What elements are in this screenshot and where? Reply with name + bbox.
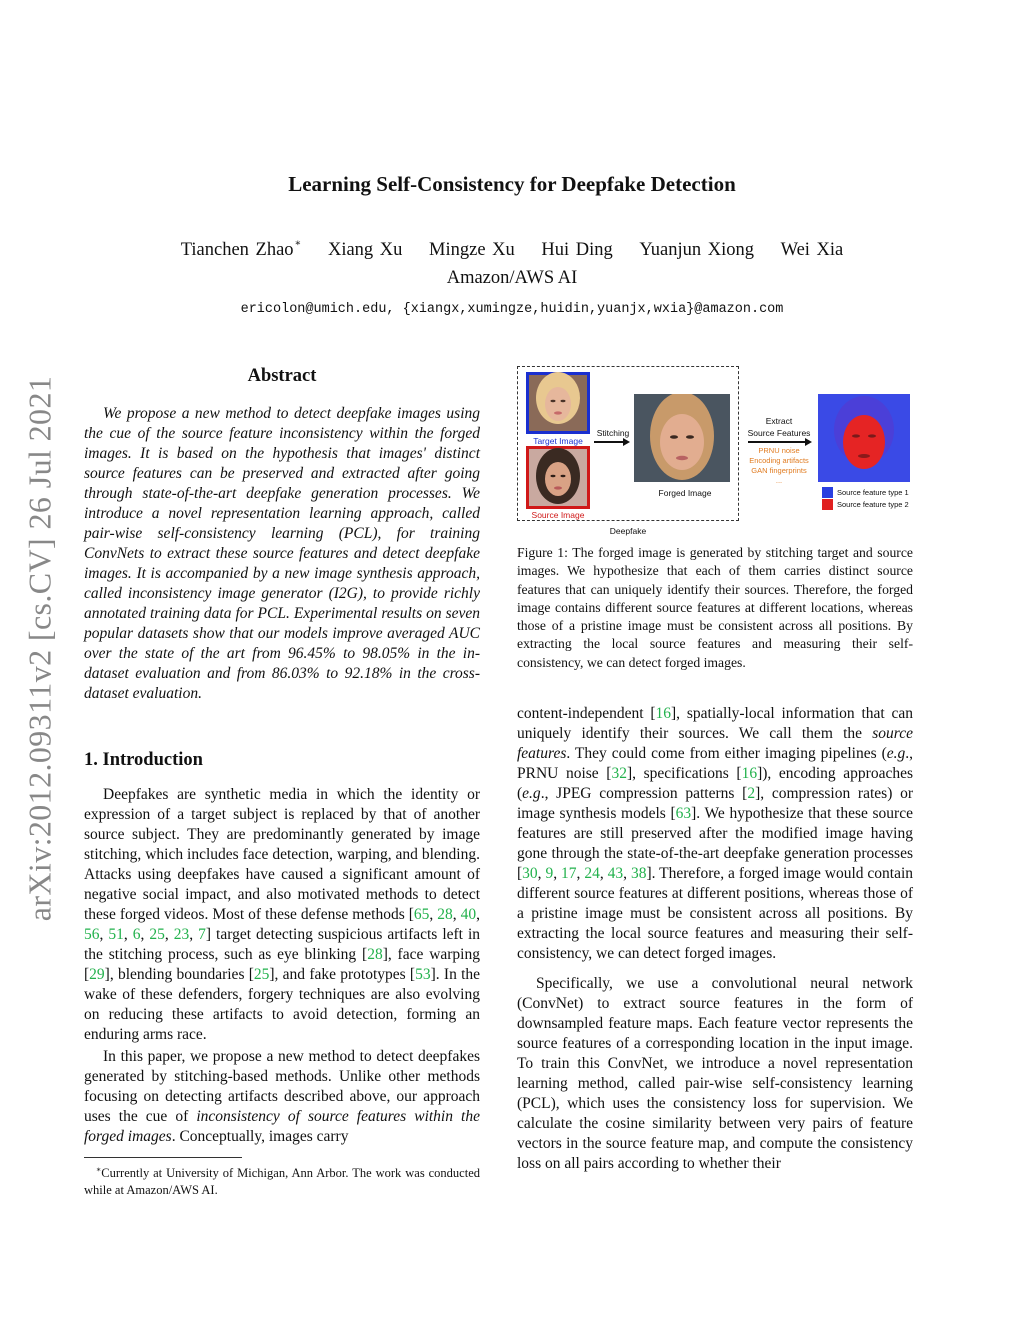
- author-5: Wei Xia: [780, 240, 844, 260]
- citation-link[interactable]: 17: [561, 865, 577, 882]
- author-2: Mingze Xu: [429, 240, 515, 260]
- target-image-label: Target Image: [533, 436, 583, 446]
- text-run: ]. Therefore, a forged image would contain different source features at different positions, whereas those of a pristine image must be consistent across all positions. By extracting the local source features and measuring their self-consistency, we can detect forged images.: [517, 865, 914, 962]
- footnote-mark: ∗: [95, 1165, 102, 1174]
- text-run: ], specifications [: [626, 765, 742, 782]
- stitching-arrow-head: [623, 438, 630, 446]
- source-feature-list: [742, 446, 816, 486]
- footnote: [84, 1161, 480, 1199]
- forged-face: [660, 414, 704, 470]
- citation-link[interactable]: 24: [584, 865, 600, 882]
- feature-item: PRNU noise: [758, 446, 800, 455]
- target-image: [526, 372, 590, 434]
- target-face: [545, 387, 571, 421]
- citation-link[interactable]: 23: [173, 926, 190, 943]
- citation-link[interactable]: 51: [108, 926, 124, 943]
- feature-map-eye: [852, 434, 860, 437]
- feature-item: GAN fingerprints: [751, 466, 807, 475]
- introduction-heading: 1. Introduction: [84, 750, 203, 770]
- citation-link[interactable]: 29: [89, 966, 105, 983]
- emphasis-text: inconsistency of source features within the forged images: [84, 1108, 480, 1145]
- author-emails: ericolon@umich.edu, {xiangx,xumingze,huidin,yuanjx,wxia}@amazon.com: [240, 302, 784, 317]
- forged-mouth: [676, 456, 688, 460]
- source-eye: [561, 475, 566, 477]
- affiliation: Amazon/AWS AI: [446, 268, 578, 288]
- target-eye: [551, 400, 556, 402]
- extract-arrow: [748, 441, 806, 443]
- citation-link[interactable]: 28: [437, 906, 453, 923]
- source-image-label: Source Image: [531, 510, 585, 520]
- legend-swatch-type2: [822, 499, 833, 510]
- source-image: [526, 446, 590, 509]
- introduction-body: [84, 785, 480, 1147]
- arxiv-identifier: arXiv:2012.09311v2 [cs.CV] 26 Jul 2021: [21, 375, 58, 922]
- source-face: [545, 462, 571, 496]
- text-run: ], face warping [: [84, 946, 480, 983]
- text-run: ]. We hypothesize that these source features are still preserved after the modified image having gone through the state-of-the-art deepfake generation processes [: [517, 805, 913, 882]
- citation-link[interactable]: 56: [84, 926, 100, 943]
- text-run: ., JPEG compression patterns [: [540, 785, 748, 802]
- text-run: ], and fake prototypes [: [269, 966, 416, 983]
- abstract-text: We propose a new method to detect deepfake images using the cue of the source feature inconsistency within the forged images. It is based on the hypothesis that images' distinct source features can be preserved and extracted after going through state-of-the-art deepfake generation processes. We introduce a novel representation learning approach, called pair-wise self-consistency learning (PCL), for training ConvNets to extract these source features and detect deepfake images. It is accompanied by a new image synthesis approach, called inconsistency image generator (I2G), to provide richly annotated training data for PCL. Experimental results on seven popular datasets show that our models improve averaged AUC over the state of the art from 96.45% to 98.05% in the in-dataset evaluation and from 86.03% to 92.18% in the cross-dataset evaluation.: [84, 405, 480, 702]
- feature-item: ...: [775, 476, 783, 485]
- citation-link[interactable]: 32: [611, 765, 627, 782]
- legend-swatch-type1: [822, 487, 833, 498]
- text-run: ], blending boundaries [: [104, 966, 254, 983]
- source-eye: [551, 475, 556, 477]
- text-run: ], compression rates) or image synthesis models [: [517, 785, 914, 822]
- citation-link[interactable]: 28: [367, 946, 383, 963]
- author-list: [0, 240, 1024, 261]
- text-run: ]. In the wake of these defenders, forgery techniques are also evolving on reducing these artifacts to avoid detection, forming an enduring arms race.: [84, 966, 481, 1043]
- text-run: ., PRNU noise [: [517, 745, 913, 782]
- forged-eye: [670, 435, 678, 439]
- right-column-body: [517, 704, 913, 1174]
- right-paragraph-1: content-independent [16], spatially-local information that can uniquely identify their sources. We call them the source features. They could come from either imaging pipelines (e.g., PRNU noise [32], specifications [16]), encoding approaches (e.g., JPEG compression patterns [2], compression rates) or image synthesis models [63]. We hypothesize that these source features are still preserved after the modified image having gone through the state-of-the-art deepfake generation processes [30, 9, 17, 24, 43, 38]. Therefore, a forged image would contain different source features at different positions, whereas those of a pristine image must be consistent across all positions. By extracting the local source features and measuring their self-consistency, we can detect forged images.: [517, 705, 914, 962]
- text-run: . Conceptually, images carry: [171, 1128, 349, 1145]
- emphasis-text: source features: [517, 725, 913, 762]
- forged-image: [634, 394, 730, 482]
- citation-link[interactable]: 65: [413, 906, 430, 923]
- intro-paragraph-1: Deepfakes are synthetic media in which the identity or expression of a target subject is replaced by that of another source subject. They are predominantly generated by image stitching, which includes face detection, warping, and blending. Attacks using deepfakes have caused a significant amount of negative social impact, and also motivated methods to detect these forged videos. Most of these defense methods [65, 28, 40, 56, 51, 6, 25, 23, 7] target detecting suspicious artifacts left in the stitching process, such as eye blinking [28], face warping [29], blending boundaries [25], and fake prototypes [53]. In the wake of these defenders, forgery techniques are also evolving on reducing these artifacts to avoid detection, forming an enduring arms race.: [84, 786, 481, 1043]
- citation-link[interactable]: 25: [149, 926, 165, 943]
- text-run: In this paper, we propose a new method to detect deepfakes generated by stitching-based methods. Unlike other methods focusing on detecting artifacts described above, our approach uses the cue of: [84, 1048, 480, 1125]
- feature-item: Encoding artifacts: [749, 456, 809, 465]
- intro-paragraph-2: [84, 1047, 480, 1147]
- emphasis-text: e.g: [522, 785, 541, 802]
- text-run: content-independent [: [517, 705, 656, 722]
- extract-label-line-2: Source Features: [747, 428, 811, 438]
- feature-map-type2-region: [843, 415, 885, 469]
- author-4: Yuanjun Xiong: [639, 240, 754, 260]
- author-footnote-mark: ∗: [294, 238, 302, 249]
- source-mouth: [554, 486, 562, 489]
- right-paragraph-2: Specifically, we use a convolutional neural network (ConvNet) to extract source features in the form of downsampled feature maps. Each feature vector represents the source features of a corresponding location in the input image. To train this ConvNet, we introduce a novel representation learning method, called pair-wise self-consistency learning (PCL), which uses the consistency loss for supervision. We calculate the cosine similarity between very pairs of feature vectors in the source feature map, and compute the consistency loss on all pairs according to whether their: [517, 975, 913, 1172]
- footnote-text: Currently at University of Michigan, Ann Arbor. The work was conducted while at Amazon/AWS AI.: [84, 1166, 480, 1198]
- target-mouth: [554, 411, 562, 414]
- citation-link[interactable]: 25: [253, 966, 270, 983]
- text-run: ]), encoding approaches (: [517, 765, 913, 802]
- footnote-rule: [84, 1157, 242, 1158]
- author-3: Hui Ding: [541, 240, 613, 260]
- feature-map-mouth: [858, 454, 870, 458]
- author-1: Xiang Xu: [327, 240, 403, 260]
- extract-arrow-head: [805, 438, 812, 446]
- citation-link[interactable]: 63: [675, 805, 692, 822]
- citation-link[interactable]: 40: [460, 906, 477, 923]
- citation-link[interactable]: 53: [415, 966, 431, 983]
- paper-title: Learning Self-Consistency for Deepfake Detection: [288, 172, 736, 196]
- extract-label: Extract: [765, 416, 793, 426]
- author-0: [181, 240, 302, 260]
- citation-link[interactable]: 7: [198, 926, 206, 943]
- forged-eye: [686, 435, 694, 439]
- legend-label-type2: Source feature type 2: [837, 500, 909, 509]
- text-run: . They could come from either imaging pipelines (: [566, 745, 887, 762]
- deepfake-label: Deepfake: [609, 526, 647, 536]
- citation-link[interactable]: 30: [522, 865, 538, 882]
- target-eye: [561, 400, 566, 402]
- stitching-arrow: [594, 441, 624, 443]
- text-run: ], spatially-local information that can uniquely identify their sources. We call them the: [517, 705, 913, 742]
- figure-1-caption: Figure 1: The forged image is generated by stitching target and source images. We hypothesize that each of them carries distinct source features that can uniquely identify their sources. Therefore, the forged image contains different source features at different locations, whereas those of a pristine image must be consistent across all positions. By extracting the local source features and measuring their self-consistency, we can detect forged images.: [517, 545, 913, 670]
- citation-link[interactable]: 16: [655, 705, 672, 722]
- feature-map-eye: [868, 434, 876, 437]
- citation-link[interactable]: 16: [741, 765, 758, 782]
- emphasis-text: e.g: [886, 745, 906, 762]
- author-name: Tianchen Zhao: [180, 240, 294, 260]
- citation-link[interactable]: 38: [630, 865, 647, 882]
- abstract-heading: Abstract: [247, 366, 317, 386]
- citation-link[interactable]: 2: [747, 785, 756, 802]
- forged-image-label: Forged Image: [658, 488, 712, 498]
- stitching-label: Stitching: [596, 428, 630, 438]
- source-feature-map: [818, 394, 910, 482]
- text-run: Deepfakes are synthetic media in which the identity or expression of a target subject is replaced by that of another source subject. They are predominantly generated by image stitching, which includes face detection, warping, and blending. Attacks using deepfakes have caused a significant amount of negative social impact, and also motivated methods to detect these forged videos. Most of these defense methods [: [84, 786, 480, 923]
- text-run: ] target detecting suspicious artifacts left in the stitching process, such as eye blinking [: [84, 926, 481, 963]
- citation-link[interactable]: 9: [545, 865, 554, 882]
- citation-link[interactable]: 6: [132, 926, 141, 943]
- citation-link[interactable]: 43: [607, 865, 624, 882]
- legend-label-type1: Source feature type 1: [837, 488, 909, 497]
